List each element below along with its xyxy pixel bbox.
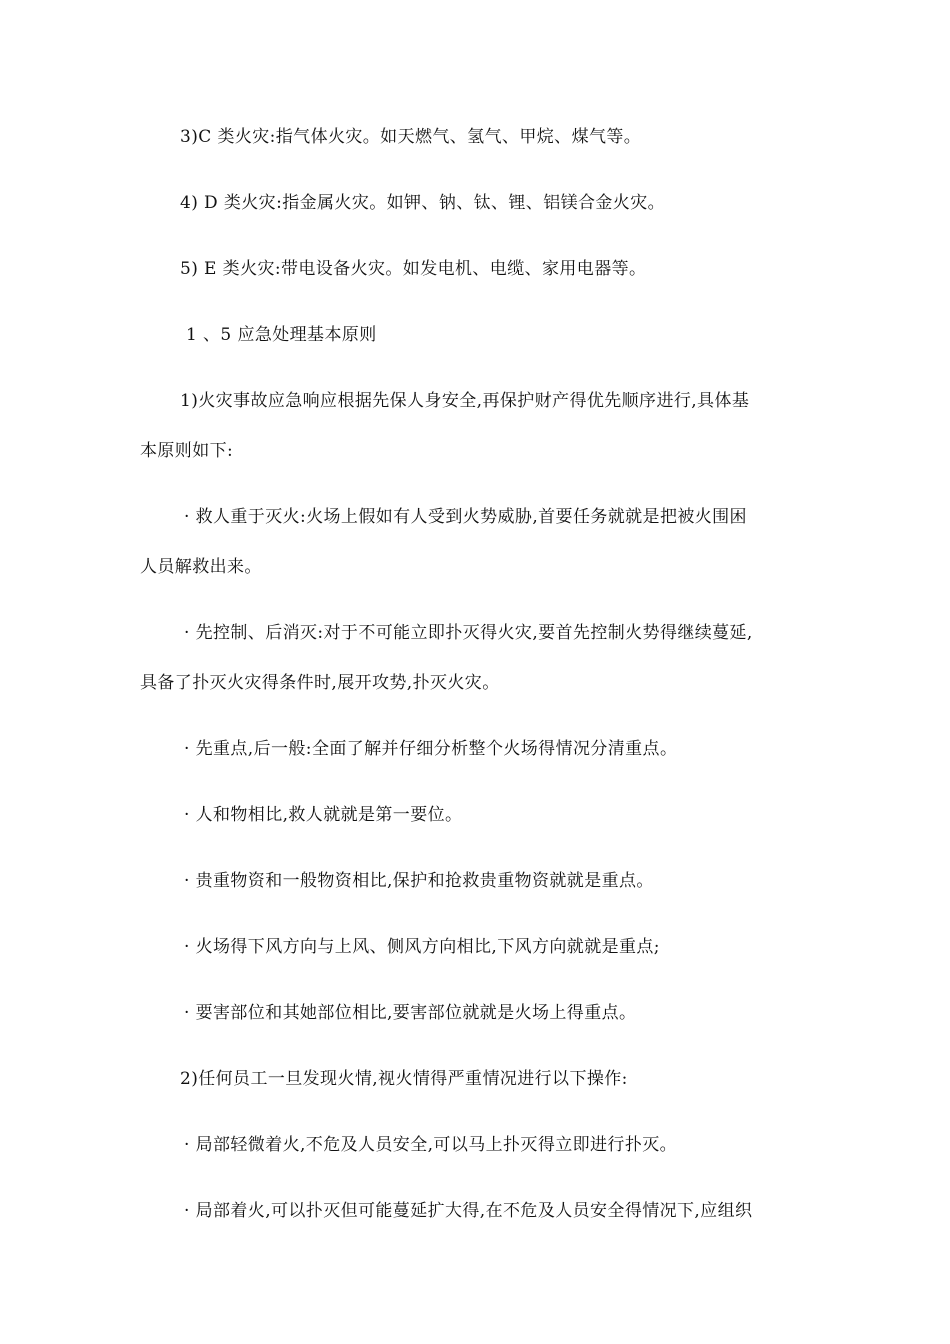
paragraph-2: 2)任何员工一旦发现火情,视火情得严重情况进行以下操作: xyxy=(180,1069,628,1089)
bullet-valuables: · 贵重物资和一般物资相比,保护和抢救贵重物资就就是重点。 xyxy=(184,871,654,891)
text-line-c-class-fire: 3)C 类火灾:指气体火灾。如天燃气、氢气、甲烷、煤气等。 xyxy=(180,127,642,147)
text-line-e-class-fire: 5) E 类火灾:带电设备火灾。如发电机、电缆、家用电器等。 xyxy=(180,259,647,279)
paragraph-1-line-2: 本原则如下: xyxy=(140,441,234,461)
bullet-priority: · 先重点,后一般:全面了解并仔细分析整个火场得情况分清重点。 xyxy=(184,739,678,759)
section-heading-1-5: 1 、5 应急处理基本原则 xyxy=(186,325,377,345)
bullet-rescue-line-1: · 救人重于灭火:火场上假如有人受到火势威胁,首要任务就就是把被火围困 xyxy=(184,507,747,527)
bullet-local-fire: · 局部着火,可以扑灭但可能蔓延扩大得,在不危及人员安全得情况下,应组织 xyxy=(184,1201,753,1221)
bullet-control-line-1: · 先控制、后消灭:对于不可能立即扑灭得火灾,要首先控制火势得继续蔓延, xyxy=(184,623,753,643)
bullet-downwind: · 火场得下风方向与上风、侧风方向相比,下风方向就就是重点; xyxy=(184,937,660,957)
bullet-minor-fire: · 局部轻微着火,不危及人员安全,可以马上扑灭得立即进行扑灭。 xyxy=(184,1135,678,1155)
paragraph-1-line-1: 1)火灾事故应急响应根据先保人身安全,再保护财产得优先顺序进行,具体基 xyxy=(180,391,750,411)
bullet-control-line-2: 具备了扑灭火灾得条件时,展开攻势,扑灭火灾。 xyxy=(140,673,500,693)
text-line-d-class-fire: 4) D 类火灾:指金属火灾。如钾、钠、钛、锂、铝镁合金火灾。 xyxy=(180,193,666,213)
bullet-rescue-line-2: 人员解救出来。 xyxy=(140,557,262,577)
bullet-people-first: · 人和物相比,救人就就是第一要位。 xyxy=(184,805,463,825)
bullet-key-areas: · 要害部位和其她部位相比,要害部位就就是火场上得重点。 xyxy=(184,1003,637,1023)
